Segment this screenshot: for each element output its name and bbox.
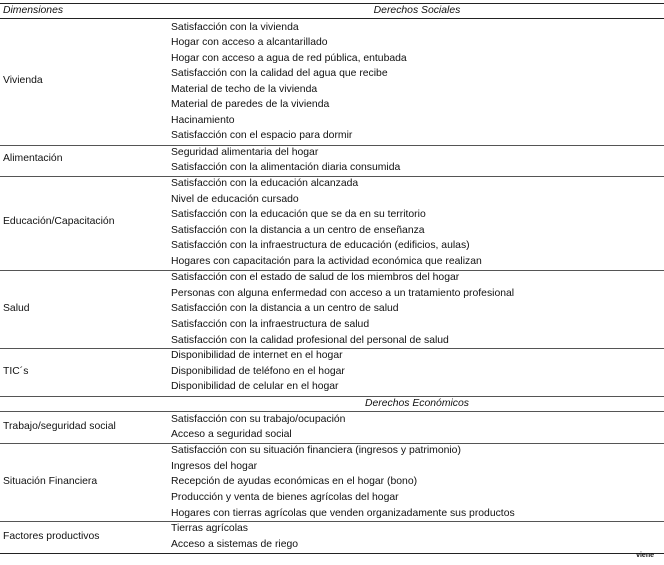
list-item: Satisfacción con la educación alcanzada: [171, 178, 359, 189]
section-economic-rights: Derechos Económicos: [365, 398, 469, 409]
list-item: Hogar con acceso a alcantarillado: [171, 37, 328, 48]
list-item: Hacinamiento: [171, 115, 235, 126]
list-item: Hogar con acceso a agua de red pública, entubada: [171, 53, 407, 64]
list-item: Satisfacción con la alimentación diaria consumida: [171, 162, 401, 173]
list-item: Satisfacción con la calidad profesional del personal de salud: [171, 335, 449, 346]
dimension-trabajo: Trabajo/seguridad social: [3, 421, 116, 432]
list-item: Acceso a sistemas de riego: [171, 539, 299, 550]
list-item: Satisfacción con la distancia a un centro de enseñanza: [171, 225, 425, 236]
list-item: Satisfacción con la vivienda: [171, 22, 299, 33]
header-social-rights: Derechos Sociales: [373, 5, 461, 16]
list-item: Material de paredes de la vivienda: [171, 99, 330, 110]
list-item: Satisfacción con su situación financiera (ingresos y patrimonio): [171, 445, 461, 456]
list-item: Tierras agrícolas: [171, 523, 248, 534]
list-item: Satisfacción con la infraestructura de salud: [171, 319, 370, 330]
row-divider: [0, 521, 664, 522]
continuation-note: viene: [636, 552, 654, 559]
header-divider: [0, 18, 664, 19]
table-bottom-border: [0, 553, 664, 554]
header-dimensions: Dimensiones: [3, 5, 64, 16]
list-item: Satisfacción con la infraestructura de educación (edificios, aulas): [171, 240, 470, 251]
list-item: Nivel de educación cursado: [171, 194, 299, 205]
list-item: Recepción de ayudas económicas en el hogar (bono): [171, 476, 418, 487]
row-divider: [0, 411, 664, 412]
row-divider: [0, 145, 664, 146]
list-item: Producción y venta de bienes agrícolas del hogar: [171, 492, 399, 503]
list-item: Disponibilidad de celular en el hogar: [171, 381, 339, 392]
list-item: Satisfacción con el estado de salud de los miembros del hogar: [171, 272, 460, 283]
dimension-factores-productivos: Factores productivos: [3, 531, 100, 542]
list-item: Satisfacción con el espacio para dormir: [171, 130, 353, 141]
list-item: Seguridad alimentaria del hogar: [171, 147, 319, 158]
list-item: Disponibilidad de internet en el hogar: [171, 350, 343, 361]
list-item: Satisfacción con la distancia a un centro de salud: [171, 303, 399, 314]
dimension-salud: Salud: [3, 303, 30, 314]
list-item: Material de techo de la vivienda: [171, 84, 318, 95]
list-item: Satisfacción con su trabajo/ocupación: [171, 414, 346, 425]
list-item: Satisfacción con la educación que se da en su territorio: [171, 209, 426, 220]
dimension-educacion: Educación/Capacitación: [3, 216, 115, 227]
list-item: Disponibilidad de teléfono en el hogar: [171, 366, 345, 377]
dimension-tics: TIC´s: [3, 366, 29, 377]
dimension-alimentacion: Alimentación: [3, 153, 63, 164]
list-item: Personas con alguna enfermedad con acceso a un tratamiento profesional: [171, 288, 515, 299]
dimension-situacion-financiera: Situación Financiera: [3, 476, 98, 487]
list-item: Ingresos del hogar: [171, 461, 258, 472]
list-item: Satisfacción con la calidad del agua que recibe: [171, 68, 388, 79]
list-item: Hogares con tierras agrícolas que venden organizadamente sus productos: [171, 508, 515, 519]
list-item: Acceso a seguridad social: [171, 429, 292, 440]
dimension-vivienda: Vivienda: [3, 75, 43, 86]
list-item: Hogares con capacitación para la actividad económica que realizan: [171, 256, 482, 267]
